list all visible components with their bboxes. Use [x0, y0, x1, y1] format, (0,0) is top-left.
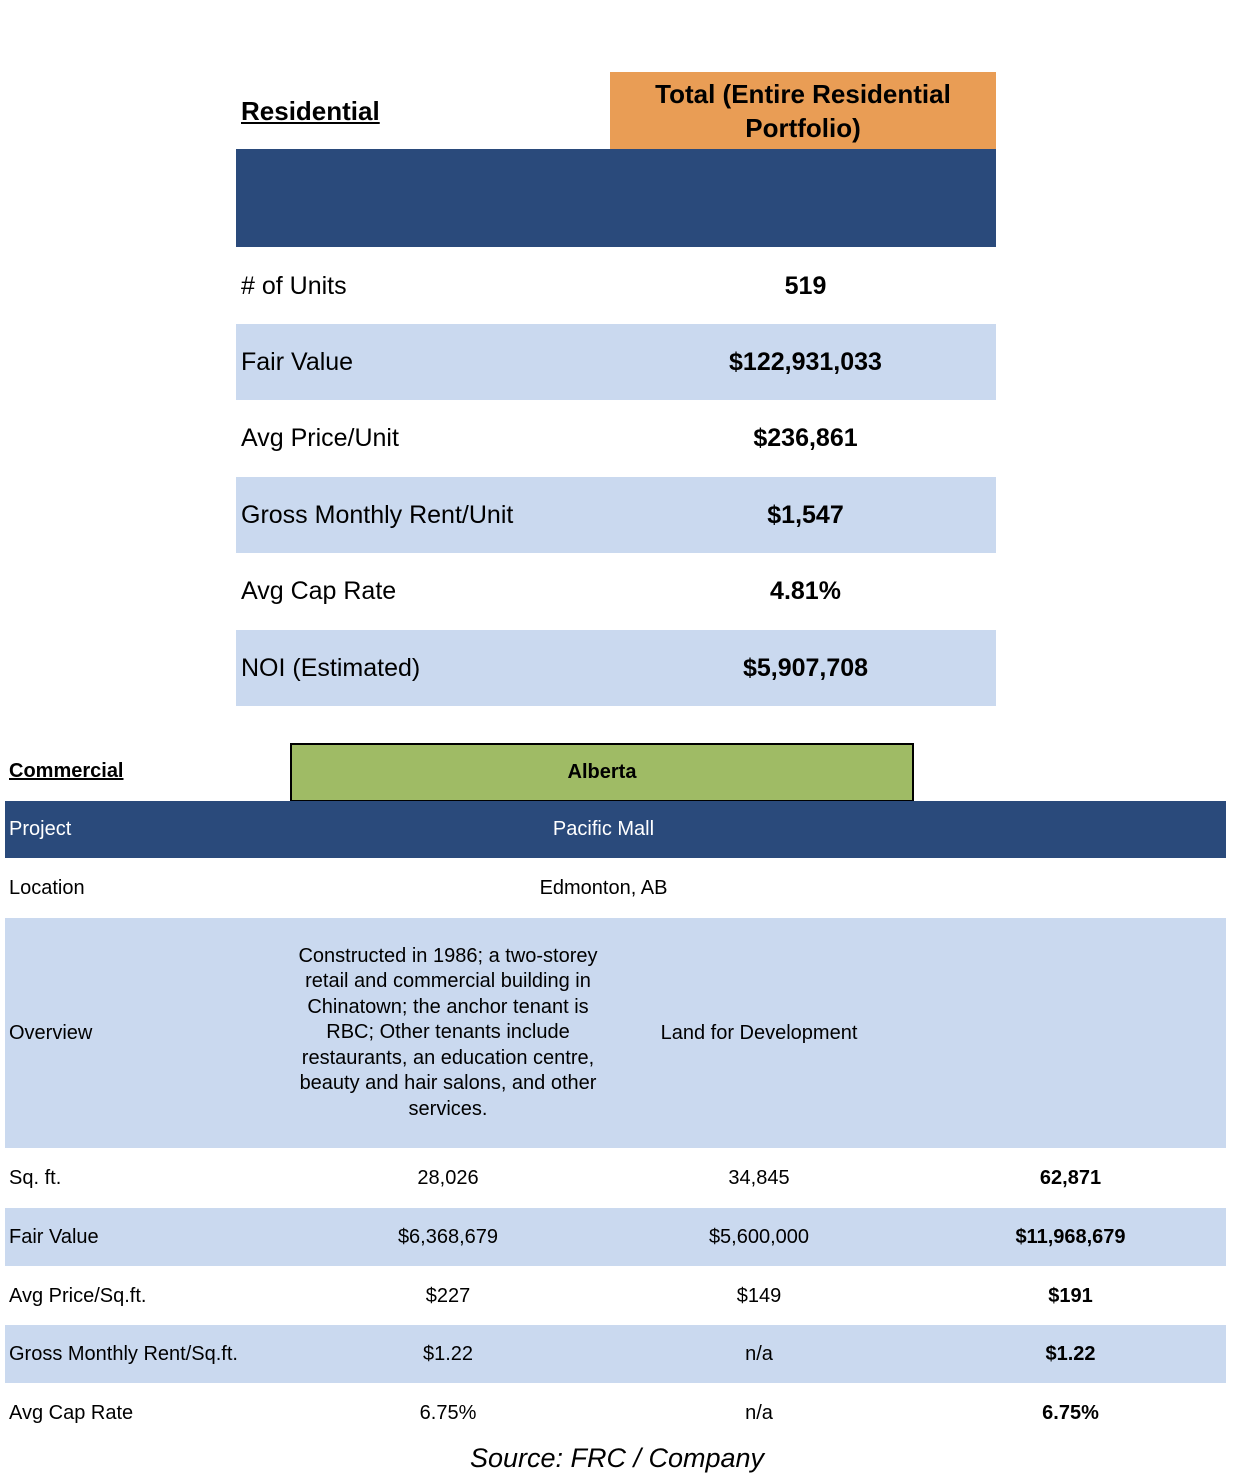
row-col2: $5,600,000 [708, 1225, 810, 1248]
commercial-row-cap-rate [5, 1384, 1226, 1442]
commercial-row-location [5, 859, 1226, 917]
residential-row-gross-rent [236, 477, 996, 553]
row-total: 6.75% [1042, 1401, 1099, 1424]
row-total: 62,871 [1039, 1166, 1102, 1189]
row-value: $1,547 [767, 500, 844, 529]
overview-col1: Constructed in 1986; a two-storey retail and commercial building in Chinatown; the anchor tenant is RBC; Other tenants include restaurants, an education centre, beauty and hair salons, and other services. [298, 944, 598, 1120]
commercial-region-header: Alberta [290, 743, 914, 802]
row-label: Gross Monthly Rent/Unit [241, 500, 514, 529]
row-total: $11,968,679 [1015, 1225, 1126, 1248]
residential-header-band [236, 149, 996, 247]
row-label: Avg Cap Rate [9, 1401, 134, 1424]
row-col1: $6,368,679 [397, 1225, 499, 1248]
row-col1: 28,026 [417, 1166, 479, 1189]
residential-row-noi [236, 630, 996, 706]
row-total: $1.22 [1045, 1342, 1096, 1365]
row-value: 4.81% [770, 576, 841, 605]
commercial-row-overview [5, 918, 1226, 1148]
residential-row-units [236, 248, 996, 324]
row-label: Avg Price/Sq.ft. [9, 1284, 147, 1307]
row-label: Project [9, 818, 72, 840]
row-value: 519 [784, 271, 827, 300]
row-label: Avg Cap Rate [241, 576, 397, 605]
source-note: Source: FRC / Company [469, 1443, 765, 1473]
residential-total-header: Total (Entire Residential Portfolio) [610, 72, 996, 149]
row-col2: 34,845 [728, 1166, 790, 1189]
row-label: Fair Value [241, 347, 354, 376]
row-col2: n/a [745, 1401, 773, 1424]
row-label: Avg Price/Unit [241, 423, 399, 452]
row-label: Sq. ft. [9, 1166, 62, 1189]
row-label: Fair Value [9, 1225, 99, 1248]
commercial-row-sqft [5, 1149, 1226, 1207]
row-col1: $1.22 [422, 1342, 474, 1365]
commercial-row-avg-price [5, 1267, 1226, 1325]
row-label: Location [9, 876, 85, 899]
row-label: # of Units [241, 271, 347, 300]
row-label: Gross Monthly Rent/Sq.ft. [9, 1342, 238, 1365]
residential-title: Residential [241, 96, 380, 126]
residential-row-avg-price [236, 400, 996, 476]
commercial-row-fair-value [5, 1208, 1226, 1266]
row-value: $236,861 [753, 423, 858, 452]
row-value: Edmonton, AB [539, 876, 668, 899]
residential-row-cap-rate [236, 553, 996, 629]
commercial-title: Commercial [9, 760, 124, 782]
row-value: $5,907,708 [742, 653, 869, 682]
commercial-row-project [5, 801, 1226, 858]
residential-row-fair-value [236, 324, 996, 400]
row-col1: $227 [425, 1284, 471, 1307]
commercial-row-gross-rent [5, 1325, 1226, 1383]
row-col2: n/a [745, 1342, 773, 1365]
row-col2: $149 [736, 1284, 782, 1307]
overview-col2: Land for Development [660, 1021, 858, 1044]
row-col1: 6.75% [419, 1401, 477, 1424]
row-label: NOI (Estimated) [241, 653, 421, 682]
row-total: $191 [1048, 1284, 1093, 1307]
row-value: $122,931,033 [729, 347, 882, 376]
row-label: Overview [9, 1021, 93, 1044]
row-value: Pacific Mall [552, 818, 655, 840]
